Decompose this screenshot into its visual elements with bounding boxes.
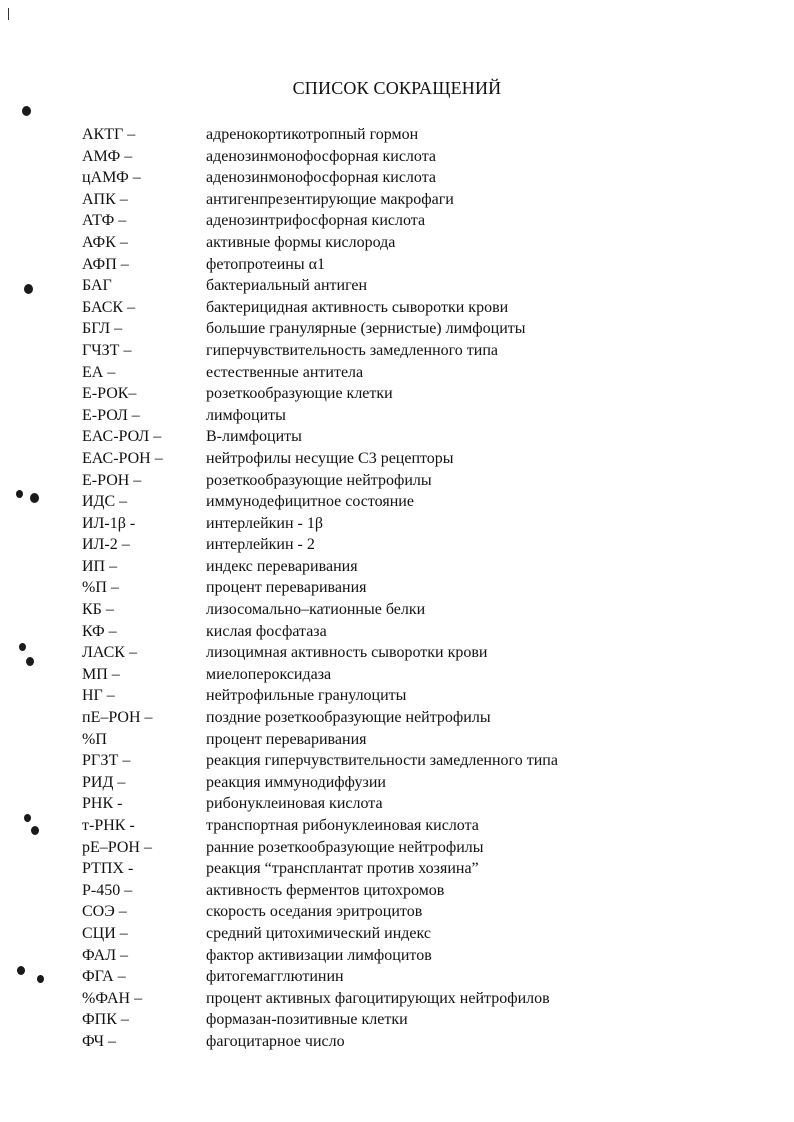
abbreviation-term: ФГА – <box>82 968 126 986</box>
abbreviation-definition: формазан-позитивные клетки <box>206 1011 408 1029</box>
abbreviation-term: АФК – <box>82 233 128 251</box>
abbreviation-definition: процент активных фагоцитирующих нейтрофилов <box>206 989 550 1007</box>
abbreviation-definition: антигенпрезентирующие макрофаги <box>206 190 454 208</box>
abbreviation-definition: розеткообразующие нейтрофилы <box>206 471 432 489</box>
abbreviation-term: Е-РОН – <box>82 471 142 489</box>
abbreviation-term: АМФ – <box>82 147 133 165</box>
abbreviation-row <box>82 146 772 168</box>
abbreviation-row <box>82 988 772 1010</box>
abbreviation-term: ГЧЗТ – <box>82 341 132 359</box>
abbreviation-term: СОЭ – <box>82 903 127 921</box>
abbreviation-list <box>82 124 772 1053</box>
abbreviation-term: РТПХ - <box>82 860 134 878</box>
abbreviation-term: %П <box>82 730 107 748</box>
abbreviation-definition: миелопероксидаза <box>206 665 332 683</box>
abbreviation-definition: адренокортикотропный гормон <box>206 126 419 143</box>
abbreviation-row <box>82 362 772 384</box>
abbreviation-definition: скорость оседания эритроцитов <box>206 903 423 921</box>
abbreviation-term: рЕ–РОН – <box>82 838 152 856</box>
abbreviation-row <box>82 577 772 599</box>
abbreviation-term: АКТГ – <box>82 126 136 143</box>
abbreviation-term: АПК – <box>82 190 128 208</box>
abbreviation-term: ИП – <box>82 557 118 575</box>
abbreviation-term: МП – <box>82 665 120 683</box>
abbreviation-term: ЕА – <box>82 363 116 381</box>
abbreviation-definition: фагоцитарное число <box>206 1032 345 1050</box>
abbreviation-definition: иммунодефицитное состояние <box>206 493 414 511</box>
abbreviation-term: ЕАС-РОН – <box>82 449 163 467</box>
abbreviation-row <box>82 837 772 859</box>
abbreviation-term: Р-450 – <box>82 881 133 899</box>
abbreviation-row <box>82 167 772 189</box>
binder-hole-mark <box>31 826 39 835</box>
abbreviation-definition: процент переваривания <box>206 730 367 748</box>
abbreviation-definition: транспортная рибонуклеиновая кислота <box>206 817 479 834</box>
abbreviation-term: КФ – <box>82 622 117 640</box>
abbreviation-term: %П – <box>82 579 119 597</box>
abbreviation-definition: фактор активизации лимфоцитов <box>206 946 432 964</box>
binder-hole-mark <box>30 493 39 503</box>
abbreviation-definition: большие гранулярные (зернистые) лимфоциты <box>206 320 526 338</box>
binder-hole-mark <box>16 490 23 498</box>
abbreviation-definition: аденозинтрифосфорная кислота <box>206 212 426 230</box>
abbreviation-definition: реакция гиперчувствительности замедленного типа <box>206 752 558 770</box>
abbreviation-term: ЛАСК – <box>82 644 137 662</box>
abbreviation-row <box>82 901 772 923</box>
abbreviation-definition: индекс переваривания <box>206 557 358 575</box>
abbreviation-row <box>82 318 772 340</box>
abbreviation-definition: интерлейкин - 2 <box>206 536 315 554</box>
abbreviation-row <box>82 945 772 967</box>
abbreviation-row <box>82 772 772 794</box>
abbreviation-row <box>82 750 772 772</box>
abbreviation-row <box>82 534 772 556</box>
abbreviation-term: ИЛ-1β - <box>82 514 136 532</box>
abbreviation-row <box>82 232 772 254</box>
abbreviation-definition: нейтрофильные гранулоциты <box>206 687 407 705</box>
scan-corner-mark <box>8 8 9 20</box>
abbreviation-row <box>82 1009 772 1031</box>
abbreviation-row <box>82 124 772 146</box>
abbreviation-definition: бактериальный антиген <box>206 277 368 295</box>
abbreviation-row <box>82 880 772 902</box>
abbreviation-row <box>82 642 772 664</box>
abbreviation-row <box>82 793 772 815</box>
abbreviation-term: ФПК – <box>82 1011 129 1029</box>
abbreviation-term: ИЛ-2 – <box>82 536 130 554</box>
abbreviation-definition: аденозинмонофосфорная кислота <box>206 169 436 187</box>
abbreviation-row <box>82 923 772 945</box>
binder-hole-mark <box>37 975 44 983</box>
abbreviation-definition: реакция иммунодиффузии <box>206 773 386 791</box>
abbreviation-term: РНК - <box>82 795 123 813</box>
abbreviation-definition: фетопротеины α1 <box>206 255 325 273</box>
page-title: СПИСОК СОКРАЩЕНИЙ <box>292 78 502 98</box>
abbreviation-row <box>82 470 772 492</box>
abbreviation-row <box>82 621 772 643</box>
abbreviation-term: АТФ – <box>82 212 127 230</box>
binder-hole-mark <box>17 966 25 975</box>
abbreviation-definition: лизоцимная активность сыворотки крови <box>206 644 488 662</box>
abbreviation-row <box>82 383 772 405</box>
abbreviation-term: БАСК – <box>82 298 136 316</box>
abbreviation-term: КБ – <box>82 601 114 619</box>
abbreviation-term: пЕ–РОН – <box>82 709 153 727</box>
abbreviation-row <box>82 815 772 837</box>
abbreviation-definition: В-лимфоциты <box>206 428 302 446</box>
abbreviation-row <box>82 189 772 211</box>
binder-hole-mark <box>22 106 31 116</box>
abbreviation-row <box>82 448 772 470</box>
abbreviation-definition: лимфоциты <box>206 406 286 424</box>
abbreviation-row <box>82 599 772 621</box>
abbreviation-definition: лизосомально–катионные белки <box>206 601 426 619</box>
abbreviation-row <box>82 513 772 535</box>
abbreviation-definition: процент переваривания <box>206 579 367 597</box>
abbreviation-term: БГЛ – <box>82 320 123 338</box>
abbreviation-definition: кислая фосфатаза <box>206 622 327 640</box>
abbreviation-term: АФП – <box>82 255 129 273</box>
abbreviation-row <box>82 405 772 427</box>
abbreviation-row <box>82 210 772 232</box>
abbreviation-term: БАГ <box>82 277 112 295</box>
abbreviation-row <box>82 966 772 988</box>
abbreviation-definition: реакция “трансплантат против хозяина” <box>206 860 479 878</box>
abbreviation-term: ЕАС-РОЛ – <box>82 428 162 446</box>
abbreviation-definition: активные формы кислорода <box>206 233 396 251</box>
abbreviation-term: СЦИ – <box>82 924 128 942</box>
abbreviation-row <box>82 491 772 513</box>
binder-hole-mark <box>24 814 31 822</box>
abbreviation-term: РГЗТ – <box>82 752 131 770</box>
abbreviation-term: ФАЛ – <box>82 946 129 964</box>
abbreviation-term: ФЧ – <box>82 1032 117 1050</box>
abbreviation-term: цАМФ – <box>82 169 141 187</box>
abbreviation-term: Е-РОК– <box>82 385 137 403</box>
abbreviation-definition: естественные антитела <box>206 363 364 381</box>
abbreviation-row <box>82 707 772 729</box>
abbreviation-definition: розеткообразующие клетки <box>206 385 393 403</box>
abbreviation-row <box>82 254 772 276</box>
abbreviation-row <box>82 729 772 751</box>
abbreviation-definition: аденозинмонофосфорная кислота <box>206 147 436 165</box>
abbreviation-term: ИДС – <box>82 493 128 511</box>
abbreviation-definition: поздние розеткообразующие нейтрофилы <box>206 709 491 727</box>
abbreviation-term: %ФАН – <box>82 989 143 1007</box>
abbreviation-row <box>82 297 772 319</box>
abbreviation-definition: бактерицидная активность сыворотки крови <box>206 298 509 316</box>
binder-hole-mark <box>24 284 33 294</box>
abbreviation-definition: нейтрофилы несущие С3 рецепторы <box>206 449 454 467</box>
abbreviation-term: Е-РОЛ – <box>82 406 140 424</box>
abbreviation-definition: активность ферментов цитохромов <box>206 881 445 899</box>
abbreviation-definition: средний цитохимический индекс <box>206 924 431 942</box>
abbreviation-row <box>82 685 772 707</box>
abbreviation-definition: ранние розеткообразующие нейтрофилы <box>206 838 484 856</box>
abbreviation-term: РИД – <box>82 773 126 791</box>
abbreviation-row <box>82 556 772 578</box>
abbreviation-row <box>82 858 772 880</box>
binder-hole-mark <box>19 643 26 651</box>
abbreviation-term: т-РНК - <box>82 817 135 834</box>
abbreviation-definition: фитогемагглютинин <box>206 968 344 986</box>
abbreviation-row <box>82 340 772 362</box>
abbreviation-row <box>82 1031 772 1053</box>
abbreviation-row <box>82 426 772 448</box>
abbreviation-term: НГ – <box>82 687 115 705</box>
abbreviation-row <box>82 664 772 686</box>
abbreviation-definition: гиперчувствительность замедленного типа <box>206 341 499 359</box>
abbreviation-row <box>82 275 772 297</box>
abbreviation-definition: интерлейкин - 1β <box>206 514 324 532</box>
abbreviation-definition: рибонуклеиновая кислота <box>206 795 383 813</box>
binder-hole-mark <box>26 657 34 666</box>
